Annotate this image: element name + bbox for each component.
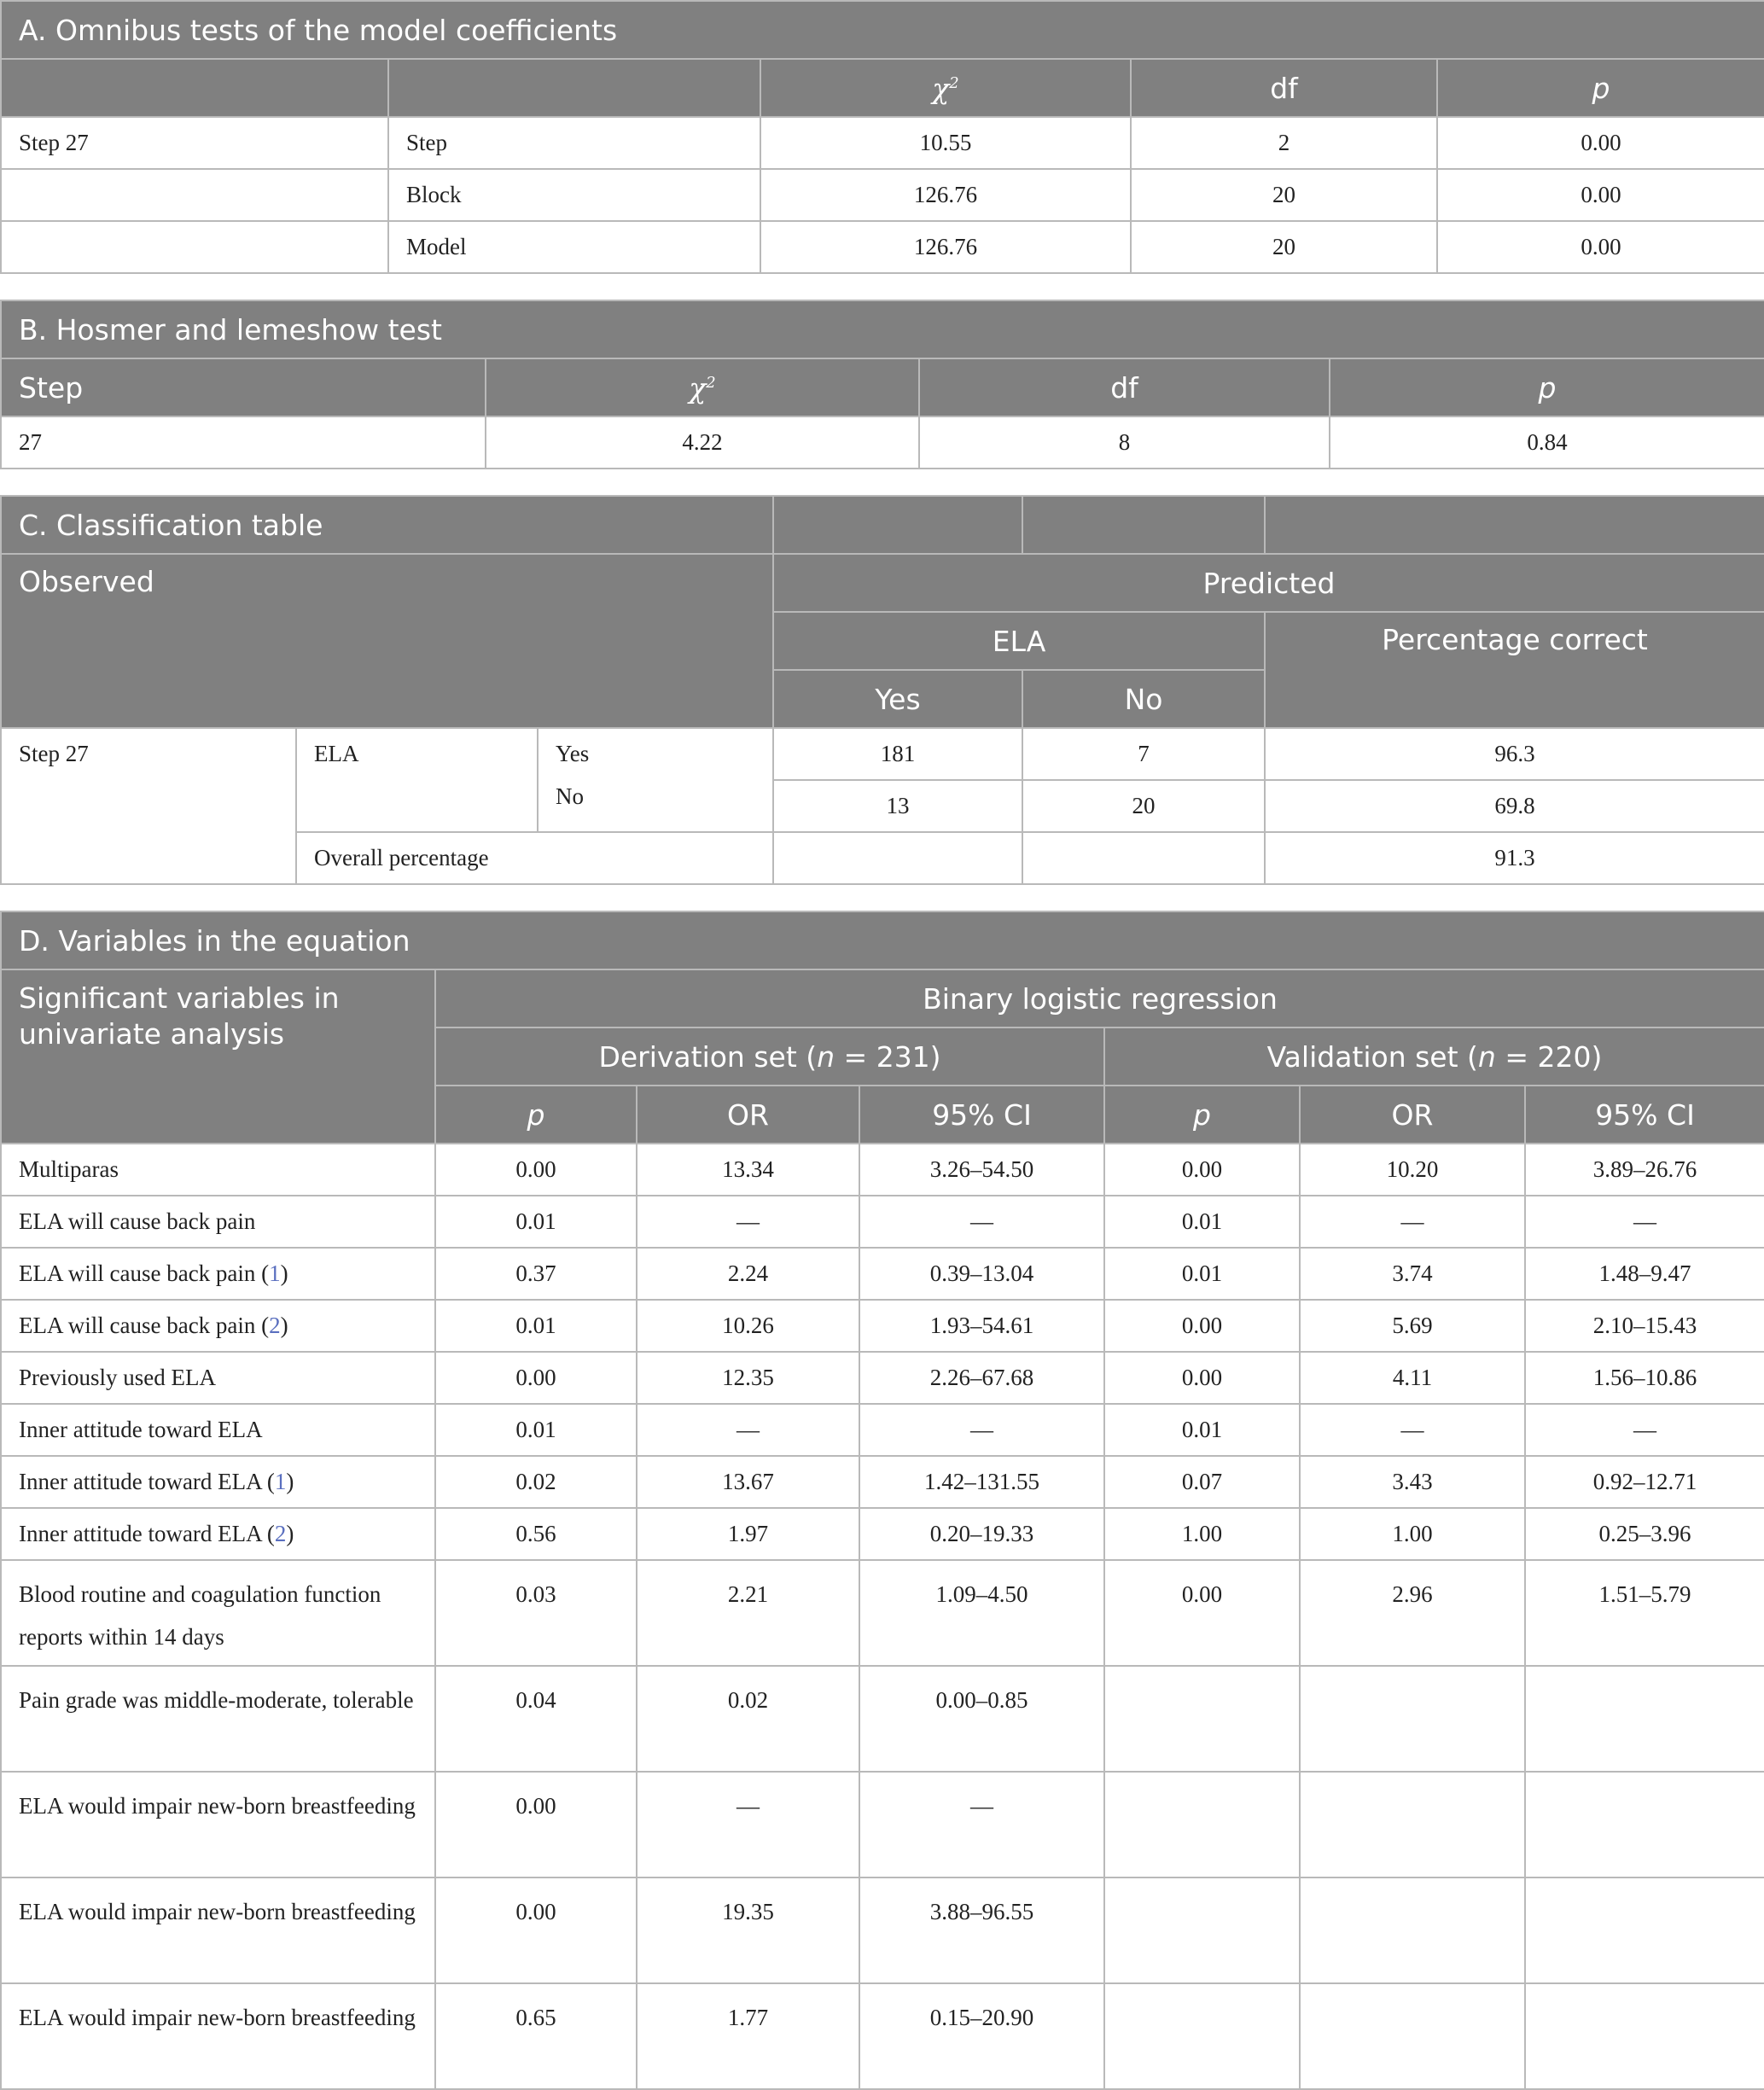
cell-d-ci: 1.93–54.61 (859, 1300, 1104, 1352)
cell-v-or (1300, 1666, 1525, 1772)
classification-overall-yes (773, 832, 1022, 884)
omnibus-chi2: 126.76 (760, 169, 1131, 221)
cell-v-or: 2.96 (1300, 1560, 1525, 1666)
table-row (1, 1666, 1764, 1772)
variable-name: ELA will cause back pain (2) (1, 1300, 435, 1352)
cell-d-ci: — (859, 1196, 1104, 1248)
cell-d-ci: 2.26–67.68 (859, 1352, 1104, 1404)
cell-v-or (1300, 1878, 1525, 1983)
cell-v-ci (1525, 1772, 1764, 1878)
cell-d-or: 19.35 (637, 1878, 859, 1983)
variable-name: ELA would impair new-born breastfeeding (1, 1878, 435, 1983)
classification-yes-yes: 181 (773, 728, 1022, 780)
hosmer-header-chi2: $\chi^2$ (486, 358, 919, 416)
variable-name: ELA would impair new-born breastfeeding (1, 1772, 435, 1878)
cell-d-p: 0.01 (435, 1404, 637, 1456)
cell-d-ci: — (859, 1404, 1104, 1456)
cell-d-p: 0.37 (435, 1248, 637, 1300)
variables-table (0, 911, 1764, 2090)
cell-d-or: — (637, 1772, 859, 1878)
table-row (1, 169, 1764, 221)
omnibus-item: Model (388, 221, 760, 273)
cell-d-or: 1.97 (637, 1508, 859, 1560)
classification-ela-label: ELA (296, 728, 538, 832)
cell-d-p: 0.00 (435, 1772, 637, 1878)
cell-d-or: 1.77 (637, 1983, 859, 2089)
table-row (1, 1456, 1764, 1508)
cell-v-p: 0.01 (1104, 1196, 1300, 1248)
classification-yes-header: Yes (773, 670, 1022, 728)
cell-d-p: 0.00 (435, 1144, 637, 1196)
cell-d-ci: 0.39–13.04 (859, 1248, 1104, 1300)
cell-d-or: 10.26 (637, 1300, 859, 1352)
omnibus-df: 20 (1131, 221, 1437, 273)
cell-d-ci: 0.15–20.90 (859, 1983, 1104, 2089)
omnibus-header-row (1, 59, 1764, 117)
table-row (1, 728, 1764, 780)
variables-derivation-header: Derivation set (n = 231) (435, 1028, 1104, 1086)
classification-title: C. Classification table (1, 496, 773, 554)
variables-validation-header: Validation set (n = 220) (1104, 1028, 1764, 1086)
table-row (1, 1300, 1764, 1352)
cell-v-ci: 2.10–15.43 (1525, 1300, 1764, 1352)
classification-yes-no: 7 (1022, 728, 1265, 780)
variables-body (1, 1144, 1764, 2089)
cell-v-p: 0.07 (1104, 1456, 1300, 1508)
hosmer-df: 8 (919, 416, 1330, 469)
cell-d-p: 0.65 (435, 1983, 637, 2089)
cell-d-p: 0.00 (435, 1878, 637, 1983)
omnibus-p: 0.00 (1437, 221, 1764, 273)
classification-overall-no (1022, 832, 1265, 884)
table-row (1, 1352, 1764, 1404)
variable-name: Blood routine and coagulation function reports within 14 days (1, 1560, 435, 1666)
cell-v-p: 0.01 (1104, 1404, 1300, 1456)
cell-v-or (1300, 1772, 1525, 1878)
cell-v-p: 0.01 (1104, 1248, 1300, 1300)
omnibus-step-label (1, 221, 388, 273)
classification-ela-header: ELA (773, 612, 1265, 670)
cell-d-or: 13.67 (637, 1456, 859, 1508)
cell-d-p: 0.01 (435, 1300, 637, 1352)
omnibus-df: 2 (1131, 117, 1437, 169)
cell-d-ci: 0.00–0.85 (859, 1666, 1104, 1772)
hosmer-lemeshow-table (0, 300, 1764, 469)
cell-v-p (1104, 1772, 1300, 1878)
cell-v-p (1104, 1878, 1300, 1983)
cell-v-p (1104, 1666, 1300, 1772)
table-row (1, 221, 1764, 273)
cell-v-ci: 0.25–3.96 (1525, 1508, 1764, 1560)
omnibus-step-label: Step 27 (1, 117, 388, 169)
cell-v-ci (1525, 1666, 1764, 1772)
classification-no-no: 20 (1022, 780, 1265, 832)
classification-no-label: No (556, 783, 584, 809)
cell-d-or: 12.35 (637, 1352, 859, 1404)
footnote-ref[interactable]: 2 (269, 1313, 281, 1338)
cell-v-ci: 1.48–9.47 (1525, 1248, 1764, 1300)
classification-no-pct: 69.8 (1265, 780, 1764, 832)
omnibus-step-label (1, 169, 388, 221)
cell-v-p: 0.00 (1104, 1144, 1300, 1196)
omnibus-p: 0.00 (1437, 169, 1764, 221)
variables-v-ci-header: 95% CI (1525, 1086, 1764, 1144)
classification-observed-values (538, 728, 773, 832)
hosmer-step: 27 (1, 416, 486, 469)
variable-name: ELA will cause back pain (1) (1, 1248, 435, 1300)
table-row (1, 1248, 1764, 1300)
variable-name: Previously used ELA (1, 1352, 435, 1404)
classification-pct-header: Percentage correct (1265, 612, 1764, 728)
variable-name: Inner attitude toward ELA (2) (1, 1508, 435, 1560)
cell-d-p: 0.56 (435, 1508, 637, 1560)
cell-d-ci: 0.20–19.33 (859, 1508, 1104, 1560)
hosmer-header-p: p (1330, 358, 1764, 416)
variables-d-ci-header: 95% CI (859, 1086, 1104, 1144)
cell-v-ci: — (1525, 1404, 1764, 1456)
classification-title-empty-1 (773, 496, 1022, 554)
classification-observed-header: Observed (1, 554, 773, 728)
cell-v-ci: 3.89–26.76 (1525, 1144, 1764, 1196)
hosmer-lemeshow-title: B. Hosmer and lemeshow test (1, 300, 1764, 358)
variables-d-or-header: OR (637, 1086, 859, 1144)
cell-v-or: 1.00 (1300, 1508, 1525, 1560)
hosmer-header-step: Step (1, 358, 486, 416)
variable-name: ELA would impair new-born breastfeeding (1, 1983, 435, 2089)
cell-d-or: 13.34 (637, 1144, 859, 1196)
variable-name: Inner attitude toward ELA (1) (1, 1456, 435, 1508)
cell-d-ci: 1.42–131.55 (859, 1456, 1104, 1508)
variables-blr-header: Binary logistic regression (435, 969, 1764, 1028)
variable-name: Multiparas (1, 1144, 435, 1196)
variable-name: Pain grade was middle-moderate, tolerable (1, 1666, 435, 1772)
omnibus-tests-table (0, 0, 1764, 274)
cell-d-ci: — (859, 1772, 1104, 1878)
classification-overall-label: Overall percentage (296, 832, 773, 884)
omnibus-df: 20 (1131, 169, 1437, 221)
footnote-ref[interactable]: 1 (269, 1260, 281, 1286)
cell-d-p: 0.01 (435, 1196, 637, 1248)
cell-d-ci: 3.88–96.55 (859, 1878, 1104, 1983)
variables-v-p-header: p (1104, 1086, 1300, 1144)
cell-v-or: 4.11 (1300, 1352, 1525, 1404)
classification-yes-pct: 96.3 (1265, 728, 1764, 780)
variables-d-p-header: p (435, 1086, 637, 1144)
cell-v-or: 10.20 (1300, 1144, 1525, 1196)
cell-d-p: 0.00 (435, 1352, 637, 1404)
cell-v-p: 0.00 (1104, 1300, 1300, 1352)
cell-d-or: 0.02 (637, 1666, 859, 1772)
cell-v-ci: 0.92–12.71 (1525, 1456, 1764, 1508)
omnibus-header-df: df (1131, 59, 1437, 117)
hosmer-p: 0.84 (1330, 416, 1764, 469)
table-row (1, 416, 1764, 469)
variable-name: Inner attitude toward ELA (1, 1404, 435, 1456)
cell-v-ci: 1.56–10.86 (1525, 1352, 1764, 1404)
classification-predicted-header: Predicted (773, 554, 1764, 612)
hosmer-chi2: 4.22 (486, 416, 919, 469)
omnibus-item: Step (388, 117, 760, 169)
cell-v-p: 0.00 (1104, 1352, 1300, 1404)
table-row (1, 1144, 1764, 1196)
variable-name: ELA will cause back pain (1, 1196, 435, 1248)
cell-v-or: 5.69 (1300, 1300, 1525, 1352)
cell-v-p (1104, 1983, 1300, 2089)
cell-v-ci: 1.51–5.79 (1525, 1560, 1764, 1666)
hosmer-header-row (1, 358, 1764, 416)
omnibus-tests-title: A. Omnibus tests of the model coefficients (1, 1, 1764, 59)
table-row (1, 1404, 1764, 1456)
cell-d-or: 2.24 (637, 1248, 859, 1300)
cell-d-p: 0.04 (435, 1666, 637, 1772)
cell-v-p: 0.00 (1104, 1560, 1300, 1666)
classification-title-empty-2 (1022, 496, 1265, 554)
hosmer-header-df: df (919, 358, 1330, 416)
variables-v-or-header: OR (1300, 1086, 1525, 1144)
omnibus-chi2: 126.76 (760, 221, 1131, 273)
classification-table (0, 495, 1764, 885)
classification-no-header: No (1022, 670, 1265, 728)
cell-d-p: 0.03 (435, 1560, 637, 1666)
cell-d-or: — (637, 1404, 859, 1456)
cell-v-p: 1.00 (1104, 1508, 1300, 1560)
cell-d-p: 0.02 (435, 1456, 637, 1508)
table-row (1, 1983, 1764, 2089)
cell-v-or: 3.43 (1300, 1456, 1525, 1508)
variables-col-var-header: Significant variables in univariate analysis (1, 969, 435, 1144)
omnibus-p: 0.00 (1437, 117, 1764, 169)
table-row (1, 117, 1764, 169)
omnibus-header-p: p (1437, 59, 1764, 117)
classification-step: Step 27 (1, 728, 296, 884)
classification-overall-pct: 91.3 (1265, 832, 1764, 884)
cell-v-ci (1525, 1983, 1764, 2089)
cell-d-ci: 3.26–54.50 (859, 1144, 1104, 1196)
cell-v-or: 3.74 (1300, 1248, 1525, 1300)
footnote-ref[interactable]: 2 (274, 1521, 287, 1546)
omnibus-header-empty-2 (388, 59, 760, 117)
cell-v-ci: — (1525, 1196, 1764, 1248)
footnote-ref[interactable]: 1 (274, 1469, 287, 1494)
omnibus-chi2: 10.55 (760, 117, 1131, 169)
classification-yes-label: Yes (556, 741, 590, 766)
omnibus-header-chi2: $\chi^2$ (760, 59, 1131, 117)
table-row (1, 1196, 1764, 1248)
cell-v-ci (1525, 1878, 1764, 1983)
omnibus-item: Block (388, 169, 760, 221)
classification-title-empty-3 (1265, 496, 1764, 554)
table-row (1, 1878, 1764, 1983)
cell-d-ci: 1.09–4.50 (859, 1560, 1104, 1666)
cell-d-or: 2.21 (637, 1560, 859, 1666)
omnibus-header-empty-1 (1, 59, 388, 117)
cell-d-or: — (637, 1196, 859, 1248)
cell-v-or: — (1300, 1196, 1525, 1248)
classification-no-yes: 13 (773, 780, 1022, 832)
table-row (1, 1560, 1764, 1666)
table-row (1, 1772, 1764, 1878)
variables-title: D. Variables in the equation (1, 911, 1764, 969)
table-row (1, 1508, 1764, 1560)
cell-v-or: — (1300, 1404, 1525, 1456)
cell-v-or (1300, 1983, 1525, 2089)
